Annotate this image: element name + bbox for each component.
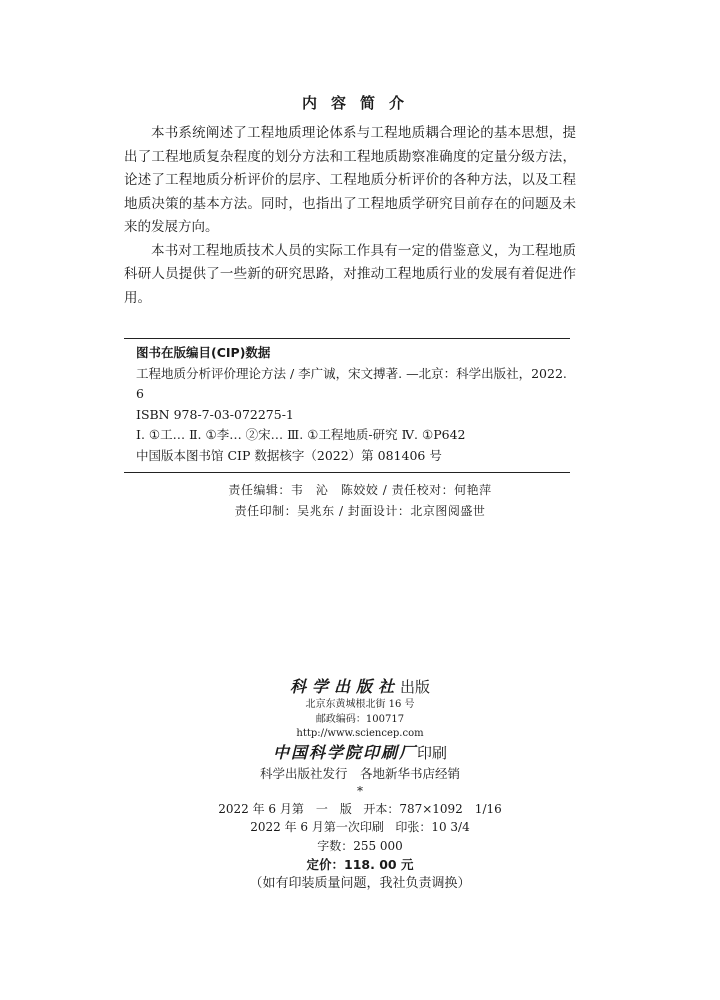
edition-date: 2022 年 6 月第 一 版 [218,801,352,816]
word-count: 字数：255 000 [317,838,403,853]
cip-heading: 图书在版编目(CIP)数据 [136,345,271,360]
editorial-credits [0,480,720,522]
publisher-website: http://www.sciencep.com [296,728,424,739]
printing-date: 2022 年 6 月第一次印刷 [250,820,384,834]
credits-line-production: 责任印制：吴兆东 / 封面设计：北京图阅盛世 [234,504,486,518]
intro-title: 内容简介 [301,94,418,112]
intro-paragraph: 本书对工程地质技术人员的实际工作具有一定的借鉴意义，为工程地质科研人员提供了一些新的研究思路，对推动工程地质行业的发展有着促进作用。 [124,242,576,306]
format-size: 开本：787×1092 1/16 [363,801,502,816]
cip-data-block [124,338,570,473]
publisher-suffix: 出版 [400,678,431,696]
publisher-address: 北京东黄城根北街 16 号 [305,699,415,710]
separator-star: * [357,783,363,798]
cip-classification: Ⅰ. ①工… Ⅱ. ①李… ②宋… Ⅲ. ①工程地质-研究 Ⅳ. ①P642 [136,427,466,442]
publisher-postcode: 邮政编码：100717 [315,713,405,725]
printer-line [0,742,720,764]
cip-entry: 工程地质分析评价理论方法 / 李广诚，宋文搏著. —北京：科学出版社，2022. 6 [136,365,567,401]
publisher-logo: 科学出版社 [289,677,400,696]
intro-body [124,122,576,310]
printer-logo: 中国科学院印刷厂 [272,742,417,762]
cip-isbn: ISBN 978-7-03-072275-1 [136,406,294,422]
printing-row [0,818,720,837]
price: 定价：118. 00 元 [306,857,414,872]
printer-suffix: 印刷 [417,743,448,762]
edition-row [0,800,720,819]
printed-sheets: 印张：10 3/4 [395,820,470,834]
edition-info [0,800,720,856]
quality-notice: （如有印装质量问题，我社负责调换） [249,876,471,891]
distribution-line: 科学出版社发行 各地新华书店经销 [259,765,460,781]
credits-line-editors: 责任编辑：韦 沁 陈姣姣 / 责任校对：何艳萍 [228,483,492,497]
intro-paragraph: 本书系统阐述了工程地质理论体系与工程地质耦合理论的基本思想，提出了工程地质复杂程度的划分方法和工程地质勘察准确度的定量分级方法，论述了工程地质分析评价的层序、工程地质分析评价的各种方法，以及工程地质决策的基本方法。同时，也指出了工程地质学研究目前存在的问题及未来的发展方向。 [124,125,576,235]
imprint-block [0,676,720,893]
publisher-line [0,676,720,698]
cip-record: 中国版本图书馆 CIP 数据核字（2022）第 081406 号 [136,447,442,463]
